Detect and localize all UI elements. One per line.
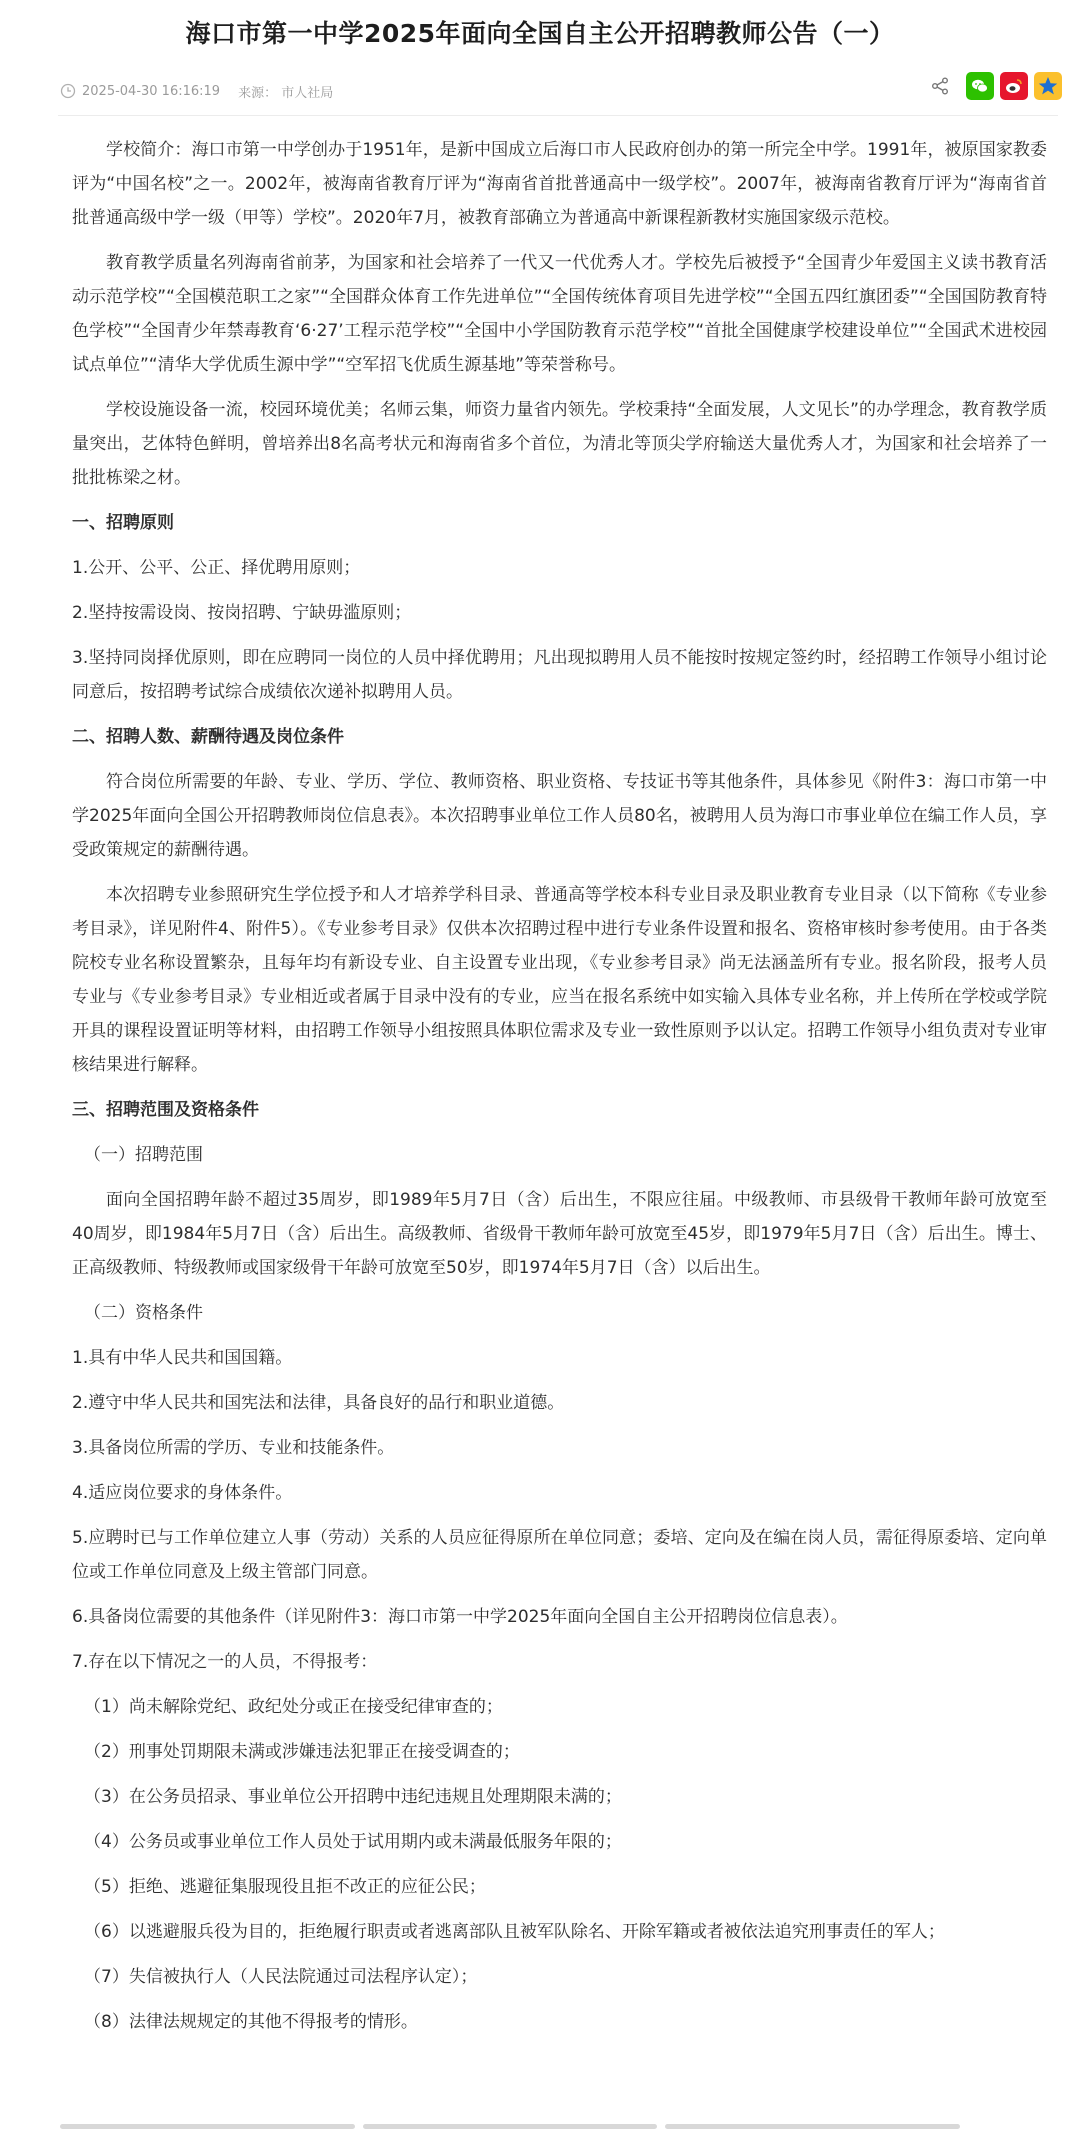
body-paragraph: 面向全国招聘年龄不超过35周岁，即1989年5月7日（含）后出生，不限应往届。中级教师、市县级骨干教师年龄可放宽至40周岁，即1984年5月7日（含）后出生。高级教师、省级骨干教师年龄可放宽至45岁，即1979年5月7日（含）后出生。博士、正高级教师、特级教师或国家级骨干年龄可放宽至50岁，即1974年5月7日（含）以后出生。 bbox=[72, 1190, 1047, 1278]
intro-paragraph: 学校简介：海口市第一中学创办于1951年，是新中国成立后海口市人民政府创办的第一所完全中学。1991年，被原国家教委评为“中国名校”之一。2002年，被海南省教育厅评为“海南省首批普通高中一级学校”。2007年，被海南省教育厅评为“海南省首批普通高级中学一级（甲等）学校”。2020年7月，被教育部确立为普通高中新课程新教材实施国家级示范校。 bbox=[72, 140, 1047, 228]
clock-icon bbox=[60, 83, 76, 99]
section-heading: 二、招聘人数、薪酬待遇及岗位条件 bbox=[72, 727, 344, 747]
share-icon[interactable] bbox=[930, 76, 950, 96]
list-item: 1.公开、公平、公正、择优聘用原则； bbox=[72, 558, 361, 578]
list-item: 3.具备岗位所需的学历、专业和技能条件。 bbox=[72, 1438, 395, 1458]
share-bar bbox=[930, 72, 1062, 100]
article-source: 来源： 市人社局 bbox=[238, 85, 334, 101]
qzone-icon[interactable] bbox=[1034, 72, 1062, 100]
scroll-indicator[interactable] bbox=[60, 2124, 960, 2129]
divider bbox=[58, 115, 1058, 116]
wechat-icon[interactable] bbox=[966, 72, 994, 100]
list-item: 2.坚持按需设岗、按岗招聘、宁缺毋滥原则； bbox=[72, 603, 412, 623]
list-item: 5.应聘时已与工作单位建立人事（劳动）关系的人员应征得原所在单位同意；委培、定向及在编在岗人员，需征得原委培、定向单位或工作单位同意及上级主管部门同意。 bbox=[72, 1528, 1047, 1582]
list-item: （6）以逃避服兵役为目的，拒绝履行职责或者逃离部队且被军队除名、开除军籍或者被依法追究刑事责任的军人； bbox=[84, 1922, 945, 1942]
list-item: 6.具备岗位需要的其他条件（详见附件3：海口市第一中学2025年面向全国自主公开招聘岗位信息表）。 bbox=[72, 1607, 848, 1627]
article-body bbox=[72, 133, 1047, 2050]
list-item: （7）失信被执行人（人民法院通过司法程序认定）； bbox=[84, 1967, 478, 1987]
scroll-segment bbox=[60, 2124, 355, 2129]
honors-paragraph: 教育教学质量名列海南省前茅，为国家和社会培养了一代又一代优秀人才。学校先后被授予“全国青少年爱国主义读书教育活动示范学校”“全国模范职工之家”“全国群众体育工作先进单位”“全国传统体育项目先进学校”“全国五四红旗团委”“全国国防教育特色学校”“全国青少年禁毒教育‘6·27’工程示范学校”“全国中小学国防教育示范学校”“首批全国健康学校建设单位”“全国武术进校园试点单位”“清华大学优质生源中学”“空军招飞优质生源基地”等荣誉称号。 bbox=[72, 253, 1047, 375]
article-title: 海口市第一中学2025年面向全国自主公开招聘教师公告（一） bbox=[185, 19, 895, 48]
body-paragraph: 符合岗位所需要的年龄、专业、学历、学位、教师资格、职业资格、专技证书等其他条件，具体参见《附件3：海口市第一中学2025年面向全国公开招聘教师岗位信息表》。本次招聘事业单位工作人员80名，被聘用人员为海口市事业单位在编工作人员，享受政策规定的薪酬待遇。 bbox=[72, 772, 1047, 860]
facilities-paragraph: 学校设施设备一流，校园环境优美；名师云集，师资力量省内领先。学校秉持“全面发展，人文见长”的办学理念，教育教学质量突出，艺体特色鲜明，曾培养出8名高考状元和海南省多个首位，为清北等顶尖学府输送大量优秀人才，为国家和社会培养了一批批栋梁之材。 bbox=[72, 400, 1047, 488]
list-item: 3.坚持同岗择优原则，即在应聘同一岗位的人员中择优聘用；凡出现拟聘用人员不能按时按规定签约时，经招聘工作领导小组讨论同意后，按招聘考试综合成绩依次递补拟聘用人员。 bbox=[72, 648, 1047, 702]
list-item: （5）拒绝、逃避征集服现役且拒不改正的应征公民； bbox=[84, 1877, 486, 1897]
publish-date: 2025-04-30 16:16:19 bbox=[82, 83, 221, 99]
list-item: （4）公务员或事业单位工作人员处于试用期内或未满最低服务年限的； bbox=[84, 1832, 622, 1852]
scroll-segment bbox=[363, 2124, 658, 2129]
weibo-icon[interactable] bbox=[1000, 72, 1028, 100]
list-item: （3）在公务员招录、事业单位公开招聘中违纪违规且处理期限未满的； bbox=[84, 1787, 622, 1807]
scroll-segment bbox=[665, 2124, 960, 2129]
subsection-heading: （一）招聘范围 bbox=[84, 1145, 203, 1165]
list-item: （1）尚未解除党纪、政纪处分或正在接受纪律审查的； bbox=[84, 1697, 503, 1717]
section-heading: 一、招聘原则 bbox=[72, 513, 174, 533]
section-heading: 三、招聘范围及资格条件 bbox=[72, 1100, 259, 1120]
list-item: 4.适应岗位要求的身体条件。 bbox=[72, 1483, 293, 1503]
list-item: 1.具有中华人民共和国国籍。 bbox=[72, 1348, 293, 1368]
subsection-heading: （二）资格条件 bbox=[84, 1303, 203, 1323]
list-item: （8）法律法规规定的其他不得报考的情形。 bbox=[84, 2012, 418, 2032]
list-item: 2.遵守中华人民共和国宪法和法律，具备良好的品行和职业道德。 bbox=[72, 1393, 565, 1413]
body-paragraph: 本次招聘专业参照研究生学位授予和人才培养学科目录、普通高等学校本科专业目录及职业教育专业目录（以下简称《专业参考目录》，详见附件4、附件5）。《专业参考目录》仅供本次招聘过程中进行专业条件设置和报名、资格审核时参考使用。由于各类院校专业名称设置繁杂，且每年均有新设专业、自主设置专业出现，《专业参考目录》尚无法涵盖所有专业。报名阶段，报考人员专业与《专业参考目录》专业相近或者属于目录中没有的专业，应当在报名系统中如实输入具体专业名称，并上传所在学校或学院开具的课程设置证明等材料，由招聘工作领导小组按照具体职位需求及专业一致性原则予以认定。招聘工作领导小组负责对专业审核结果进行解释。 bbox=[72, 885, 1047, 1075]
list-item: （2）刑事处罚期限未满或涉嫌违法犯罪正在接受调查的； bbox=[84, 1742, 520, 1762]
article-meta bbox=[60, 76, 333, 106]
list-item: 7.存在以下情况之一的人员，不得报考： bbox=[72, 1652, 378, 1672]
